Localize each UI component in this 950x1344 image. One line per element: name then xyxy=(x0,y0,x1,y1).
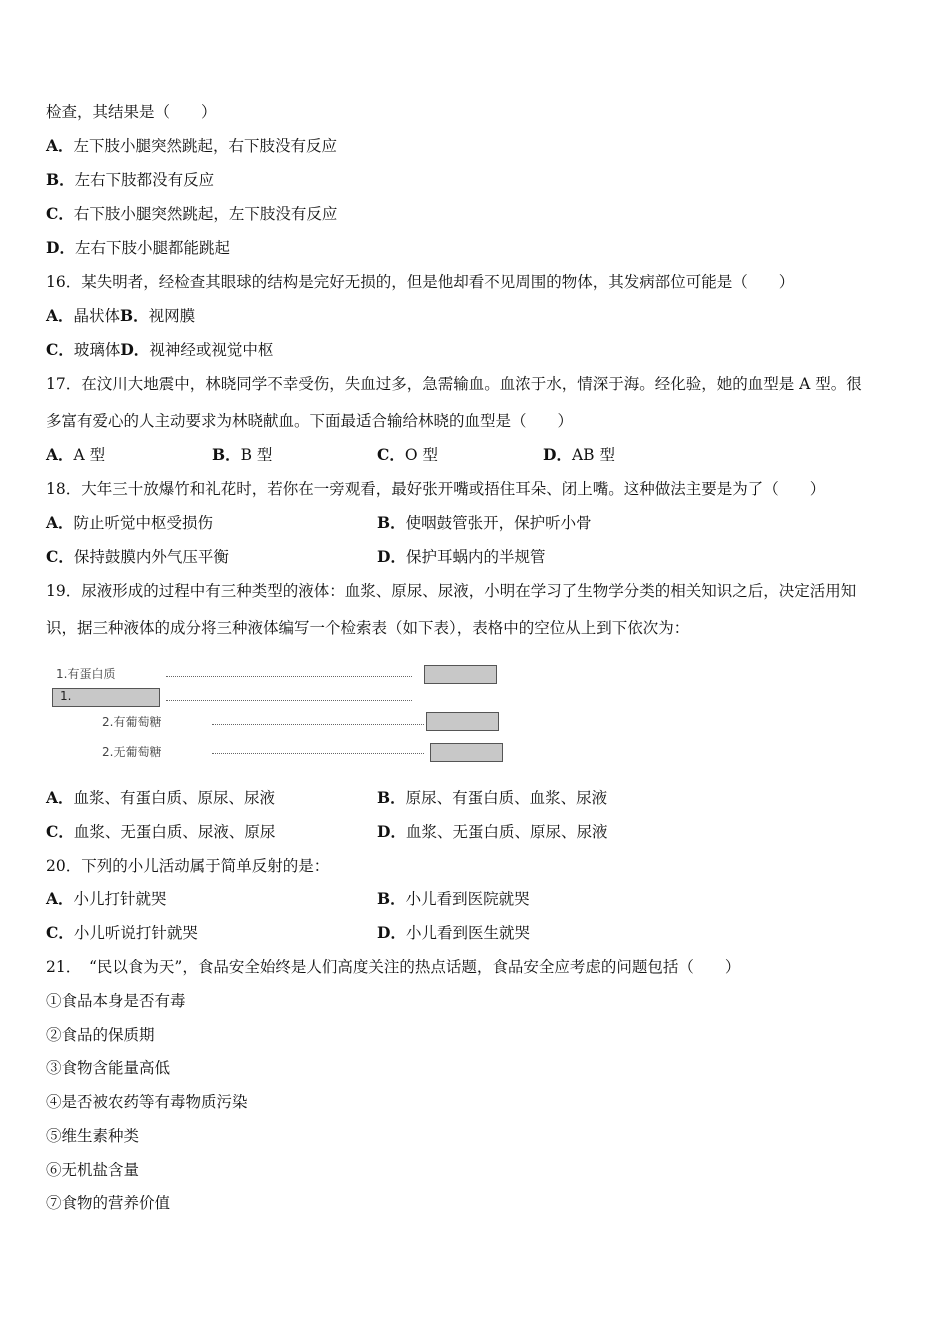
option-text: AB 型 xyxy=(571,446,615,464)
q19-option-c xyxy=(46,822,275,842)
q15-option-a xyxy=(46,136,337,156)
question-17-line-1: 17．在汶川大地震中，林晓同学不幸受伤，失血过多，急需输血。血浓于水，情深于海。经化验，她的血型是 A 型。很 xyxy=(46,375,862,393)
option-label: C． xyxy=(46,822,74,841)
option-text: A 型 xyxy=(73,446,106,464)
option-text: 血浆、有蛋白质、原尿、尿液 xyxy=(73,789,276,807)
option-text: 血浆、无蛋白质、尿液、原尿 xyxy=(73,823,276,841)
q21-item-4: ④是否被农药等有毒物质污染 xyxy=(46,1093,248,1111)
option-text: O 型 xyxy=(404,446,438,464)
option-label: B． xyxy=(377,788,406,807)
question-18: 18．大年三十放爆竹和礼花时，若你在一旁观看，最好张开嘴或捂住耳朵、闭上嘴。这种做法主要是为了（ ） xyxy=(46,480,826,498)
q19-options-row-1 xyxy=(46,788,906,808)
key-row-3-dots xyxy=(212,724,424,725)
option-label: A． xyxy=(46,445,74,464)
question-19-line-1: 19．尿液形成的过程中有三种类型的液体：血浆、原尿、尿液，小明在学习了生物学分类的相关知识之后，决定活用知 xyxy=(46,582,857,600)
key-row-3-label: 2.有葡萄糖 xyxy=(102,715,162,729)
q15-option-c xyxy=(46,204,337,224)
q18-option-b xyxy=(377,513,592,533)
option-text: 左下肢小腿突然跳起，右下肢没有反应 xyxy=(73,137,338,155)
q20-options-row-2 xyxy=(46,923,906,943)
q18-options-row-1 xyxy=(46,513,906,533)
option-label: C． xyxy=(377,445,405,464)
option-label: A． xyxy=(46,513,74,532)
option-label: D． xyxy=(120,340,150,359)
q18-option-a xyxy=(46,513,213,533)
option-text: 小儿看到医生就哭 xyxy=(405,924,530,942)
option-text: 视网膜 xyxy=(148,307,196,325)
q21-item-6: ⑥无机盐含量 xyxy=(46,1161,140,1179)
key-row-2-label: 1. xyxy=(60,689,72,703)
q20-option-b xyxy=(377,889,530,909)
q18-option-d xyxy=(377,547,545,567)
option-text: B 型 xyxy=(240,446,273,464)
option-label: C． xyxy=(46,340,74,359)
q17-option-d xyxy=(543,445,615,465)
option-text: 防止听觉中枢受损伤 xyxy=(73,514,214,532)
q20-option-c xyxy=(46,923,198,943)
question-21: 21． “民以食为天”，食品安全始终是人们高度关注的热点话题，食品安全应考虑的问题包括（ ） xyxy=(46,958,741,976)
option-label: D． xyxy=(46,238,75,257)
option-text: 玻璃体 xyxy=(73,341,121,359)
option-text: 血浆、无蛋白质、原尿、尿液 xyxy=(405,823,608,841)
option-label: C． xyxy=(46,204,74,223)
option-label: B． xyxy=(377,513,406,532)
q18-option-c xyxy=(46,547,229,567)
option-text: 保护耳蜗内的半规管 xyxy=(405,548,546,566)
question-16: 16．某失明者，经检查其眼球的结构是完好无损的，但是他却看不见周围的物体，其发病部位可能是（ ） xyxy=(46,273,795,291)
question-19-line-2: 识，据三种液体的成分将三种液体编写一个检索表（如下表），表格中的空位从上到下依次为： xyxy=(46,619,690,637)
option-text: 左右下肢都没有反应 xyxy=(74,171,215,189)
q21-item-7: ⑦食物的营养价值 xyxy=(46,1194,171,1212)
q21-item-3: ③食物含能量高低 xyxy=(46,1059,171,1077)
option-label: C． xyxy=(46,547,74,566)
q17-option-a xyxy=(46,445,105,465)
option-label: D． xyxy=(543,445,572,464)
option-text: 小儿听说打针就哭 xyxy=(73,924,198,942)
option-text: 晶状体 xyxy=(73,307,121,325)
option-text: 保持鼓膜内外气压平衡 xyxy=(73,548,229,566)
option-text: 小儿打针就哭 xyxy=(73,890,167,908)
question-20: 20．下列的小儿活动属于简单反射的是： xyxy=(46,857,330,875)
option-label: A． xyxy=(46,306,74,325)
q18-options-row-2 xyxy=(46,547,906,567)
option-label: C． xyxy=(46,923,74,942)
key-row-4-dots xyxy=(212,753,424,754)
option-label: B． xyxy=(212,445,241,464)
option-text: 小儿看到医院就哭 xyxy=(405,890,530,908)
q17-options xyxy=(46,445,906,465)
q19-option-a xyxy=(46,788,275,808)
q19-key-table xyxy=(50,660,510,760)
option-label: B． xyxy=(120,306,149,325)
q17-option-b xyxy=(212,445,272,465)
q19-option-b xyxy=(377,788,607,808)
question-17-line-2: 多富有爱心的人主动要求为林晓献血。下面最适合输给林晓的血型是（ ） xyxy=(46,412,574,430)
q21-item-2: ②食品的保质期 xyxy=(46,1026,155,1044)
option-label: D． xyxy=(377,547,406,566)
q20-option-a xyxy=(46,889,167,909)
option-label: A． xyxy=(46,889,74,908)
key-row-1-label: 1.有蛋白质 xyxy=(56,667,116,681)
key-row-2-dots xyxy=(166,700,412,701)
option-label: A． xyxy=(46,788,74,807)
key-row-1-dots xyxy=(166,676,412,677)
question-15-stem-end: 检查，其结果是（ ） xyxy=(46,103,217,121)
q16-options-cd xyxy=(46,340,273,360)
q16-options-ab xyxy=(46,306,195,326)
q15-option-b xyxy=(46,170,214,190)
q21-item-1: ①食品本身是否有毒 xyxy=(46,992,186,1010)
option-label: B． xyxy=(377,889,406,908)
q15-option-d xyxy=(46,238,230,258)
q17-option-c xyxy=(377,445,438,465)
key-row-4-label: 2.无葡萄糖 xyxy=(102,745,162,759)
option-label: A． xyxy=(46,136,74,155)
option-label: B． xyxy=(46,170,75,189)
q19-option-d xyxy=(377,822,607,842)
q19-options-row-2 xyxy=(46,822,906,842)
option-text: 使咽鼓管张开，保护听小骨 xyxy=(405,514,592,532)
option-text: 右下肢小腿突然跳起，左下肢没有反应 xyxy=(73,205,338,223)
q20-options-row-1 xyxy=(46,889,906,909)
option-text: 原尿、有蛋白质、血浆、尿液 xyxy=(405,789,608,807)
option-label: D． xyxy=(377,822,406,841)
key-blank-1 xyxy=(424,665,497,684)
option-label: D． xyxy=(377,923,406,942)
key-blank-4 xyxy=(430,743,503,762)
key-blank-3 xyxy=(426,712,499,731)
q20-option-d xyxy=(377,923,530,943)
option-text: 左右下肢小腿都能跳起 xyxy=(74,239,230,257)
q21-item-5: ⑤维生素种类 xyxy=(46,1127,140,1145)
option-text: 视神经或视觉中枢 xyxy=(149,341,274,359)
